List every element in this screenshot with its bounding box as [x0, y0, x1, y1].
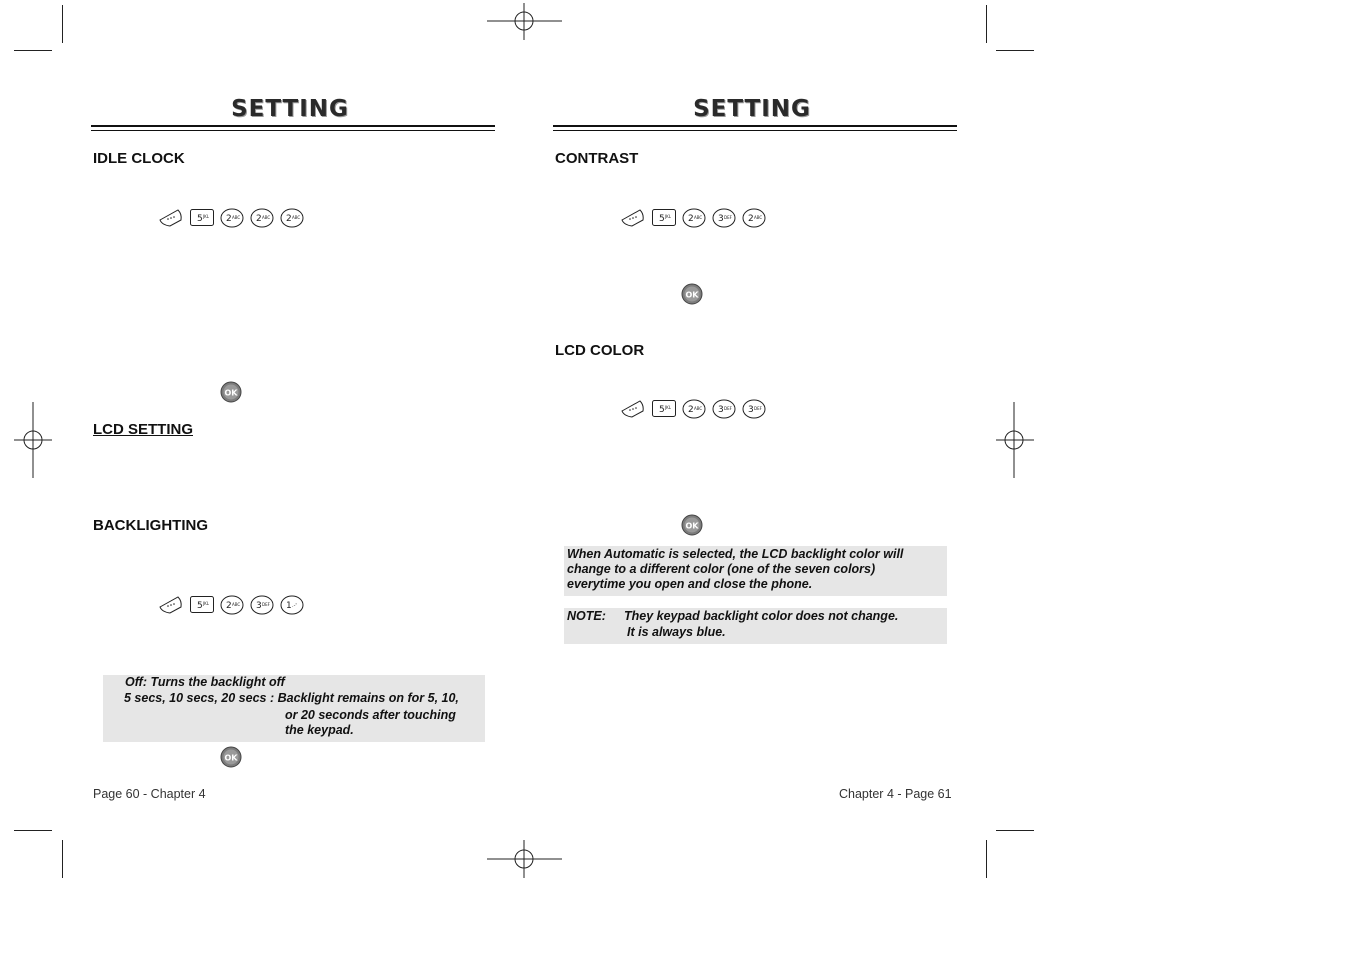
- svg-text:JKL: JKL: [665, 214, 672, 219]
- svg-text:DEF: DEF: [724, 215, 732, 220]
- svg-text:3: 3: [718, 214, 724, 224]
- idle-clock-key-sequence: [158, 207, 304, 229]
- svg-text:5: 5: [197, 601, 203, 611]
- right-page-footer: Chapter 4 - Page 61: [839, 787, 952, 801]
- ok-key-icon: [681, 514, 703, 536]
- svg-text:ABC: ABC: [694, 406, 703, 411]
- key-2-icon: [280, 208, 304, 228]
- auto-note-line-2: change to a different color (one of the seven colors): [567, 562, 876, 576]
- right-page-title: SETTING: [693, 96, 811, 122]
- svg-text:JKL: JKL: [203, 601, 210, 606]
- key-2-icon: [220, 208, 244, 228]
- key-2-icon: [250, 208, 274, 228]
- backlight-options-note: [103, 675, 485, 742]
- lcd-setting-heading: LCD SETTING: [93, 421, 193, 438]
- key-2-icon: [682, 208, 706, 228]
- key-3-icon: [712, 208, 736, 228]
- svg-text:2: 2: [286, 214, 292, 224]
- key-1-icon: [280, 595, 304, 615]
- backlight-secs-line-2: or 20 seconds after touching: [285, 708, 456, 722]
- contrast-key-sequence: [620, 207, 766, 229]
- svg-text:ABC: ABC: [292, 215, 301, 220]
- keypad-note-line-1: They keypad backlight color does not change.: [624, 609, 899, 623]
- lcd-color-key-sequence: [620, 398, 766, 420]
- svg-text:5: 5: [197, 214, 203, 224]
- lcd-color-heading: LCD COLOR: [555, 342, 645, 359]
- menu-key-icon: [620, 399, 646, 419]
- idle-clock-heading: IDLE CLOCK: [93, 150, 185, 167]
- key-2-icon: [682, 399, 706, 419]
- left-title-rule-thin: [91, 130, 495, 131]
- key-5-icon: [190, 596, 214, 614]
- svg-text:1: 1: [286, 601, 292, 611]
- left-title-rule: [91, 125, 495, 127]
- automatic-color-note: [564, 546, 947, 596]
- svg-text:ABC: ABC: [262, 215, 271, 220]
- key-3-icon: [712, 399, 736, 419]
- svg-text:DEF: DEF: [262, 602, 270, 607]
- svg-text:ABC: ABC: [694, 215, 703, 220]
- menu-key-icon: [158, 595, 184, 615]
- right-title-rule-thin: [553, 130, 957, 131]
- svg-text:5: 5: [659, 214, 665, 224]
- svg-text:5: 5: [659, 405, 665, 415]
- key-2-icon: [742, 208, 766, 228]
- svg-text:2: 2: [688, 405, 694, 415]
- right-title-rule: [553, 125, 957, 127]
- svg-text:JKL: JKL: [203, 214, 210, 219]
- backlighting-key-sequence: [158, 594, 304, 616]
- svg-text:3: 3: [718, 405, 724, 415]
- left-page-title: SETTING: [231, 96, 349, 122]
- svg-text:3: 3: [256, 601, 262, 611]
- menu-key-icon: [620, 208, 646, 228]
- auto-note-line-3: everytime you open and close the phone.: [567, 577, 813, 591]
- left-page-footer: Page 60 - Chapter 4: [93, 787, 206, 801]
- svg-text:2: 2: [748, 214, 754, 224]
- svg-text:DEF: DEF: [754, 406, 762, 411]
- key-5-icon: [190, 209, 214, 227]
- backlight-secs-line: 5 secs, 10 secs, 20 secs : Backlight remains on for 5, 10,: [124, 691, 459, 705]
- keypad-color-note: [564, 608, 947, 644]
- svg-text:.-': .-': [292, 603, 297, 609]
- note-label: NOTE:: [567, 609, 606, 623]
- ok-key-icon: [681, 283, 703, 305]
- backlight-secs-line-3: the keypad.: [285, 723, 354, 737]
- svg-text:JKL: JKL: [665, 405, 672, 410]
- auto-note-line-1: When Automatic is selected, the LCD backlight color will: [567, 547, 904, 561]
- backlight-off-line: Off: Turns the backlight off: [125, 675, 285, 689]
- svg-text:ABC: ABC: [232, 602, 241, 607]
- contrast-heading: CONTRAST: [555, 150, 639, 167]
- svg-text:2: 2: [226, 214, 232, 224]
- keypad-note-line-2: It is always blue.: [627, 625, 726, 639]
- key-2-icon: [220, 595, 244, 615]
- svg-text:3: 3: [748, 405, 754, 415]
- svg-text:ABC: ABC: [232, 215, 241, 220]
- svg-text:2: 2: [226, 601, 232, 611]
- key-5-icon: [652, 400, 676, 418]
- backlighting-heading: BACKLIGHTING: [93, 517, 208, 534]
- menu-key-icon: [158, 208, 184, 228]
- key-3-icon: [250, 595, 274, 615]
- ok-key-icon: [220, 746, 242, 768]
- key-3-icon: [742, 399, 766, 419]
- svg-text:ABC: ABC: [754, 215, 763, 220]
- svg-text:2: 2: [688, 214, 694, 224]
- ok-key-icon: [220, 381, 242, 403]
- key-5-icon: [652, 209, 676, 227]
- svg-text:DEF: DEF: [724, 406, 732, 411]
- svg-text:2: 2: [256, 214, 262, 224]
